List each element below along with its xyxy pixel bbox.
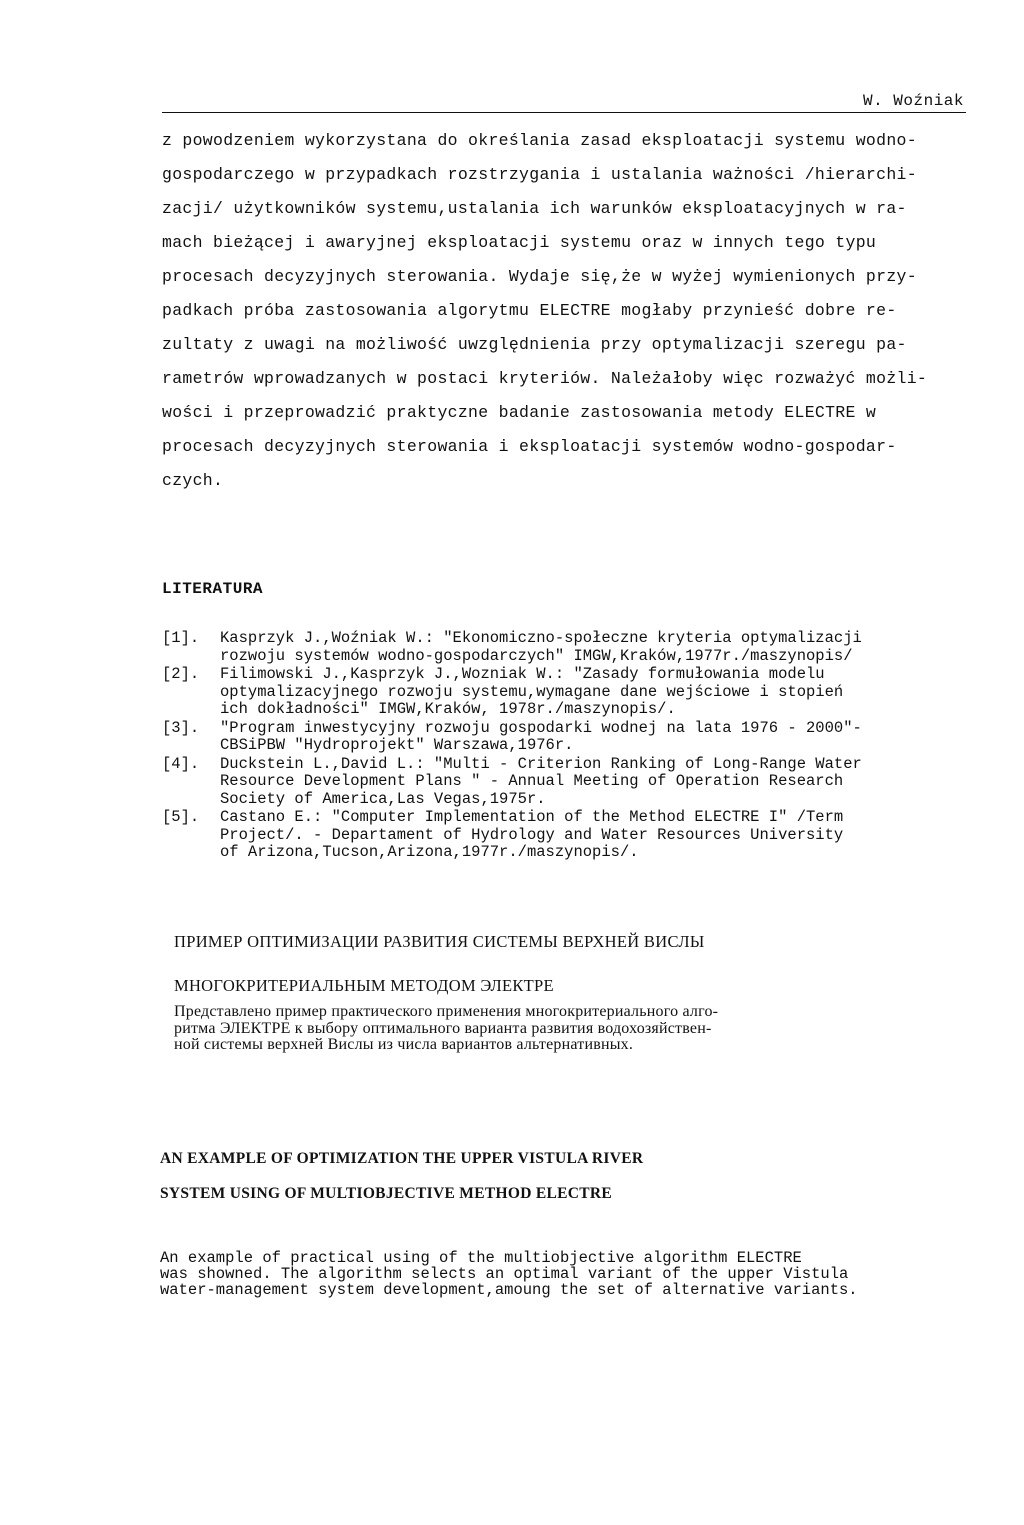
body-line: procesach decyzyjnych sterowania. Wydaje się,że w wyżej wymienionych przy- <box>162 267 917 286</box>
russian-abstract-line: Представлено пример практического применения многокритериального алго- <box>174 1003 719 1020</box>
body-line: zultaty z uwagi na możliwość uwzględnienia przy optymalizacji szeregu pa- <box>162 335 907 354</box>
reference-line: Project/. - Departament of Hydrology and Water Resources University <box>220 825 844 844</box>
body-line: czych. <box>162 471 224 490</box>
english-title-line: SYSTEM USING OF MULTIOBJECTIVE METHOD ELECTRE <box>160 1185 613 1202</box>
body-line: zacji/ użytkowników systemu,ustalania ich warunków eksploatacyjnych w ra- <box>162 199 907 218</box>
reference-line: Resource Development Plans " - Annual Meeting of Operation Research <box>220 772 844 790</box>
reference-number: [5]. <box>162 808 200 826</box>
reference-line: Filimowski J.,Kasprzyk J.,Wozniak W.: "Zasady formułowania modelu <box>220 665 825 683</box>
body-line: rametrów wprowadzanych w postaci kryteriów. Należałoby więc rozważyć możli- <box>162 369 928 388</box>
literature-heading: LITERATURA <box>162 580 264 598</box>
english-abstract-line: water-management system development,amoung the set of alternative variants. <box>160 1281 858 1299</box>
reference-item <box>162 756 982 809</box>
russian-title-line: ПРИМЕР ОПТИМИЗАЦИИ РАЗВИТИЯ СИСТЕМЫ ВЕРХНЕЙ ВИСЛЫ <box>174 932 705 951</box>
reference-line: Duckstein L.,David L.: "Multi - Criterion Ranking of Long-Range Water <box>220 754 862 773</box>
reference-line: Castano E.: "Computer Implementation of the Method ELECTRE I" /Term <box>220 808 844 826</box>
reference-item <box>162 809 982 862</box>
reference-number: [3]. <box>162 718 200 737</box>
english-abstract-line: was showned. The algorithm selects an optimal variant of the upper Vistula <box>160 1265 849 1283</box>
reference-line: Kasprzyk J.,Woźniak W.: "Ekonomiczno-społeczne kryteria optymalizacji <box>220 629 862 647</box>
reference-list <box>162 630 982 863</box>
reference-item <box>162 720 982 755</box>
russian-abstract-line: ритма ЭЛЕКТРЕ к выбору оптимального варианта развития водохозяйствен- <box>174 1019 712 1037</box>
header-rule <box>162 112 966 113</box>
reference-number: [1]. <box>162 629 200 647</box>
reference-line: Society of America,Las Vegas,1975r. <box>220 789 546 808</box>
reference-line: rozwoju systemów wodno-gospodarczych" IMGW,Kraków,1977r./maszynopis/ <box>220 646 853 665</box>
reference-line: optymalizacyjnego rozwoju systemu,wymagane dane wejściowe i stopień <box>220 682 844 701</box>
english-abstract-line: An example of practical using of the multiobjective algorithm ELECTRE <box>160 1249 802 1267</box>
russian-abstract <box>174 1004 974 1054</box>
russian-title-line: МНОГОКРИТЕРИАЛЬНЫМ МЕТОДОМ ЭЛЕКТРЕ <box>174 976 554 995</box>
reference-line: "Program inwestycyjny rozwoju gospodarki wodnej na lata 1976 - 2000"- <box>220 718 862 737</box>
body-line: z powodzeniem wykorzystana do określania zasad eksploatacji systemu wodno- <box>162 131 917 150</box>
english-abstract <box>160 1250 980 1298</box>
body-line: gospodarczego w przypadkach rozstrzygania i ustalania ważności /hierarchi- <box>162 165 917 184</box>
body-paragraph <box>162 124 972 498</box>
author-header: W. Woźniak <box>862 92 964 110</box>
body-line: wości i przeprowadzić praktyczne badanie zastosowania metody ELECTRE w <box>162 403 877 422</box>
reference-item <box>162 630 982 665</box>
reference-item <box>162 666 982 719</box>
reference-number: [4]. <box>162 754 200 773</box>
body-line: procesach decyzyjnych sterowania i eksploatacji systemów wodno-gospodar- <box>162 437 897 456</box>
body-line: mach bieżącej i awaryjnej eksploatacji systemu oraz w innych tego typu <box>162 233 877 252</box>
reference-line: of Arizona,Tucson,Arizona,1977r./maszynopis/. <box>220 843 639 861</box>
reference-number: [2]. <box>162 665 200 683</box>
reference-line: ich dokładności" IMGW,Kraków, 1978r./maszynopis/. <box>220 700 676 718</box>
body-line: padkach próba zastosowania algorytmu ELECTRE mogłaby przynieść dobre re- <box>162 301 897 320</box>
reference-line: CBSiPBW "Hydroprojekt" Warszawa,1976r. <box>220 736 574 754</box>
russian-abstract-line: ной системы верхней Вислы из числа вариантов альтернативных. <box>174 1036 634 1053</box>
english-title-line: AN EXAMPLE OF OPTIMIZATION THE UPPER VISTULA RIVER <box>160 1150 644 1167</box>
